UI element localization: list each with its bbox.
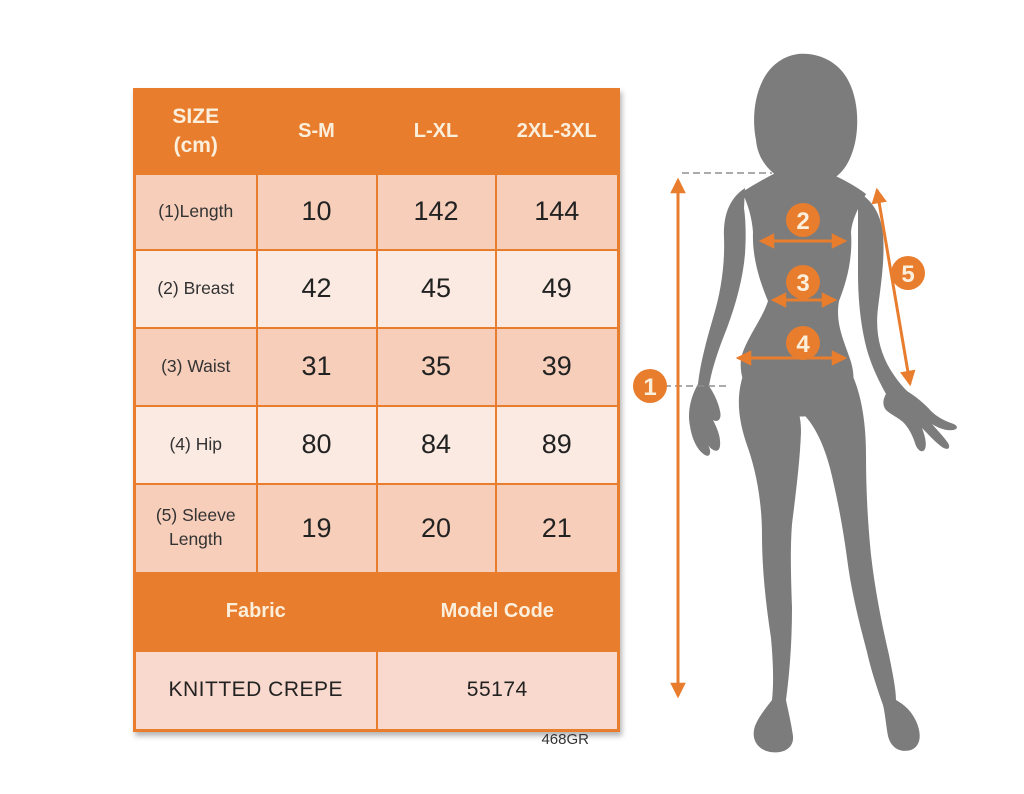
silhouette-head	[754, 54, 857, 183]
marker-1-length	[633, 369, 667, 403]
model-code-header: Model Code	[377, 573, 619, 651]
cell-waist-lxl: 35	[377, 328, 496, 406]
row-label-length: (1)Length	[135, 174, 257, 250]
cell-hip-sm: 80	[257, 406, 377, 484]
silhouette-right-arm	[858, 192, 957, 451]
cell-sleeve-sm: 19	[257, 484, 377, 573]
cell-hip-lxl: 84	[377, 406, 496, 484]
cell-sleeve-lxl: 20	[377, 484, 496, 573]
body-silhouette-figure	[689, 54, 957, 753]
row-label-hip: (4) Hip	[135, 406, 257, 484]
size-title-line1: SIZE	[172, 105, 220, 129]
marker-3-waist	[786, 265, 820, 299]
size-unit-header	[135, 90, 257, 174]
marker-4-hip	[786, 326, 820, 360]
info-header-row	[135, 573, 619, 651]
size-chart-table	[133, 88, 620, 732]
marker-2-breast	[786, 203, 820, 237]
cell-breast-2xl3xl: 49	[496, 250, 619, 328]
silhouette-left-arm	[689, 188, 746, 456]
cell-breast-sm: 42	[257, 250, 377, 328]
table-row-hip	[135, 406, 619, 484]
cell-sleeve-2xl3xl: 21	[496, 484, 619, 573]
info-value-row	[135, 651, 619, 731]
cell-length-lxl: 142	[377, 174, 496, 250]
silhouette-left-leg	[739, 370, 801, 752]
marker-5-sleeve	[891, 256, 925, 290]
size-title-line2: (cm)	[173, 133, 218, 157]
marker-5-label: 5	[901, 261, 915, 288]
row-label-waist: (3) Waist	[135, 328, 257, 406]
cell-waist-sm: 31	[257, 328, 377, 406]
column-header-lxl: L-XL	[377, 90, 496, 174]
marker-1-label: 1	[643, 374, 657, 401]
cell-length-sm: 10	[257, 174, 377, 250]
silhouette-right-leg	[803, 372, 920, 751]
table-header-row	[135, 90, 619, 174]
marker-4-label: 4	[796, 331, 810, 358]
marker-3-label: 3	[796, 270, 810, 297]
fabric-header: Fabric	[135, 573, 377, 651]
cell-hip-2xl3xl: 89	[496, 406, 619, 484]
model-code-value: 55174	[377, 651, 619, 731]
row-label-sleeve: (5) Sleeve Length	[135, 484, 257, 573]
cell-breast-lxl: 45	[377, 250, 496, 328]
column-header-2xl3xl: 2XL-3XL	[496, 90, 619, 174]
table-row-breast	[135, 250, 619, 328]
fabric-value: KNITTED CREPE	[135, 651, 377, 731]
table-row-waist	[135, 328, 619, 406]
measurement-diagram	[620, 0, 1024, 794]
product-weight-note: 468GR	[541, 731, 589, 748]
table-row-length	[135, 174, 619, 250]
row-label-breast: (2) Breast	[135, 250, 257, 328]
column-header-sm: S-M	[257, 90, 377, 174]
cell-waist-2xl3xl: 39	[496, 328, 619, 406]
marker-2-label: 2	[796, 208, 810, 235]
table-row-sleeve	[135, 484, 619, 573]
cell-length-2xl3xl: 144	[496, 174, 619, 250]
